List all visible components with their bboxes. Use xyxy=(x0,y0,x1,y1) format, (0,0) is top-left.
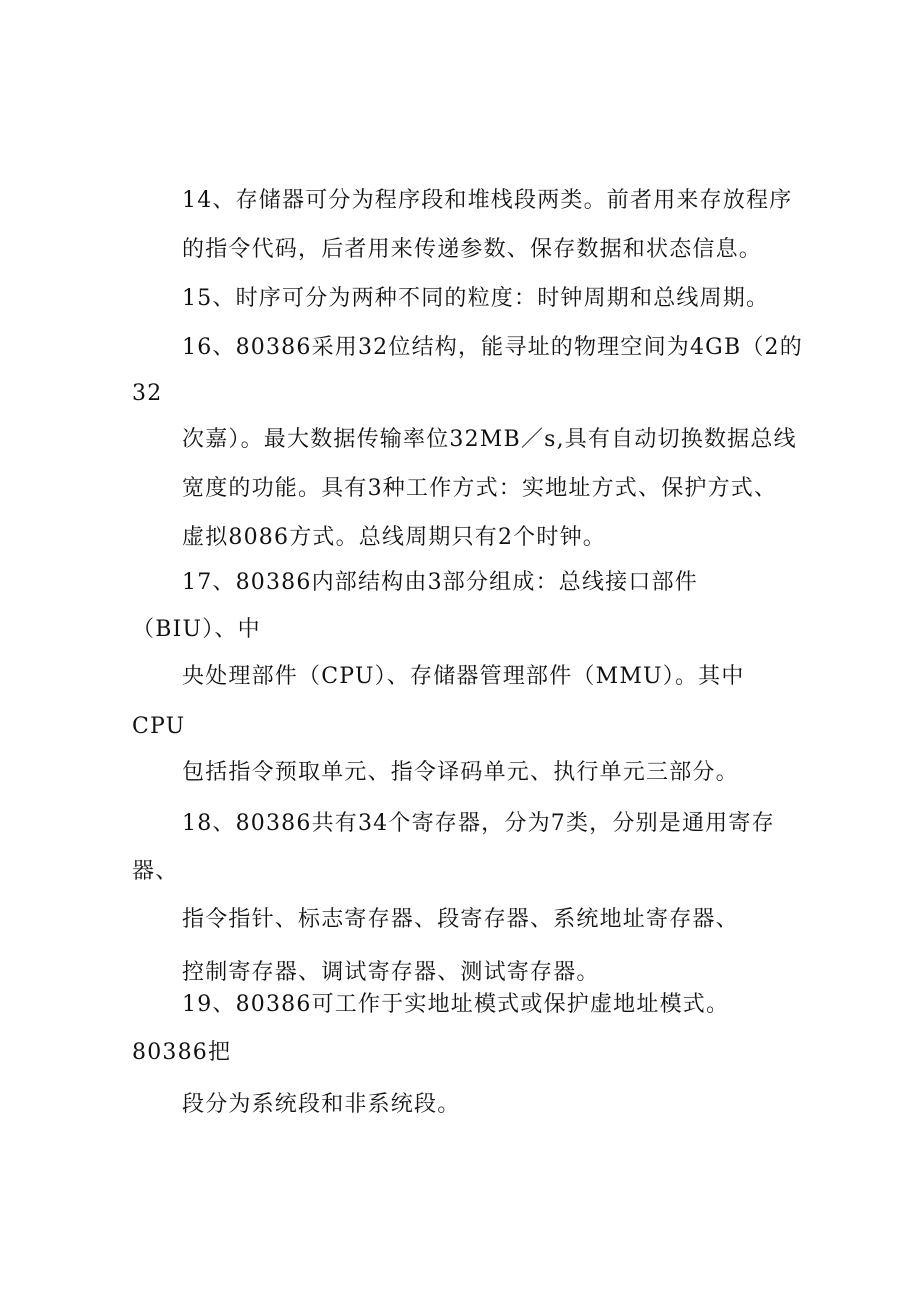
item-18-line-1: 18、80386共有34个寄存器，分为7类，分别是通用寄存 xyxy=(182,811,775,836)
item-19-line-2: 段分为系统段和非系统段。 xyxy=(182,1092,461,1117)
item-16-line-4: 虚拟8086方式。总线周期只有2个时钟。 xyxy=(182,525,606,550)
item-16-line-3: 宽度的功能。具有3种工作方式：实地址方式、保护方式、 xyxy=(182,476,778,501)
item-19-line-1: 19、80386可工作于实地址模式或保护虚地址模式。 xyxy=(182,992,730,1017)
item-18-wrap-fragment: 器、 xyxy=(132,859,179,884)
item-14-line-2: 的指令代码，后者用来传递参数、保存数据和状态信息。 xyxy=(182,237,763,262)
item-19-wrap-fragment: 80386把 xyxy=(132,1040,232,1065)
item-18-line-3: 控制寄存器、调试寄存器、测试寄存器。 xyxy=(182,960,600,985)
item-17-wrap-fragment-1: （BIU）、中 xyxy=(132,617,261,642)
item-18-line-2: 指令指针、标志寄存器、段寄存器、系统地址寄存器、 xyxy=(182,907,739,932)
item-17-line-2: 央处理部件（CPU）、存储器管理部件（MMU）。其中 xyxy=(182,664,745,689)
item-14-line-1: 14、存储器可分为程序段和堆栈段两类。前者用来存放程序 xyxy=(182,188,793,213)
item-17-wrap-fragment-2: CPU xyxy=(132,714,186,739)
item-16-line-1: 16、80386采用32位结构，能寻址的物理空间为4GB（2的 xyxy=(182,335,803,360)
item-16-wrap-fragment: 32 xyxy=(132,381,163,406)
item-17-line-3: 包括指令预取单元、指令译码单元、执行单元三部分。 xyxy=(182,760,739,785)
item-15-line-1: 15、时序可分为两种不同的粒度：时钟周期和总线周期。 xyxy=(182,286,770,311)
item-17-line-1: 17、80386内部结构由3部分组成：总线接口部件 xyxy=(182,570,698,595)
item-16-line-2: 次嘉）。最大数据传输率位32MB／s,具有自动切换数据总线 xyxy=(182,427,797,452)
